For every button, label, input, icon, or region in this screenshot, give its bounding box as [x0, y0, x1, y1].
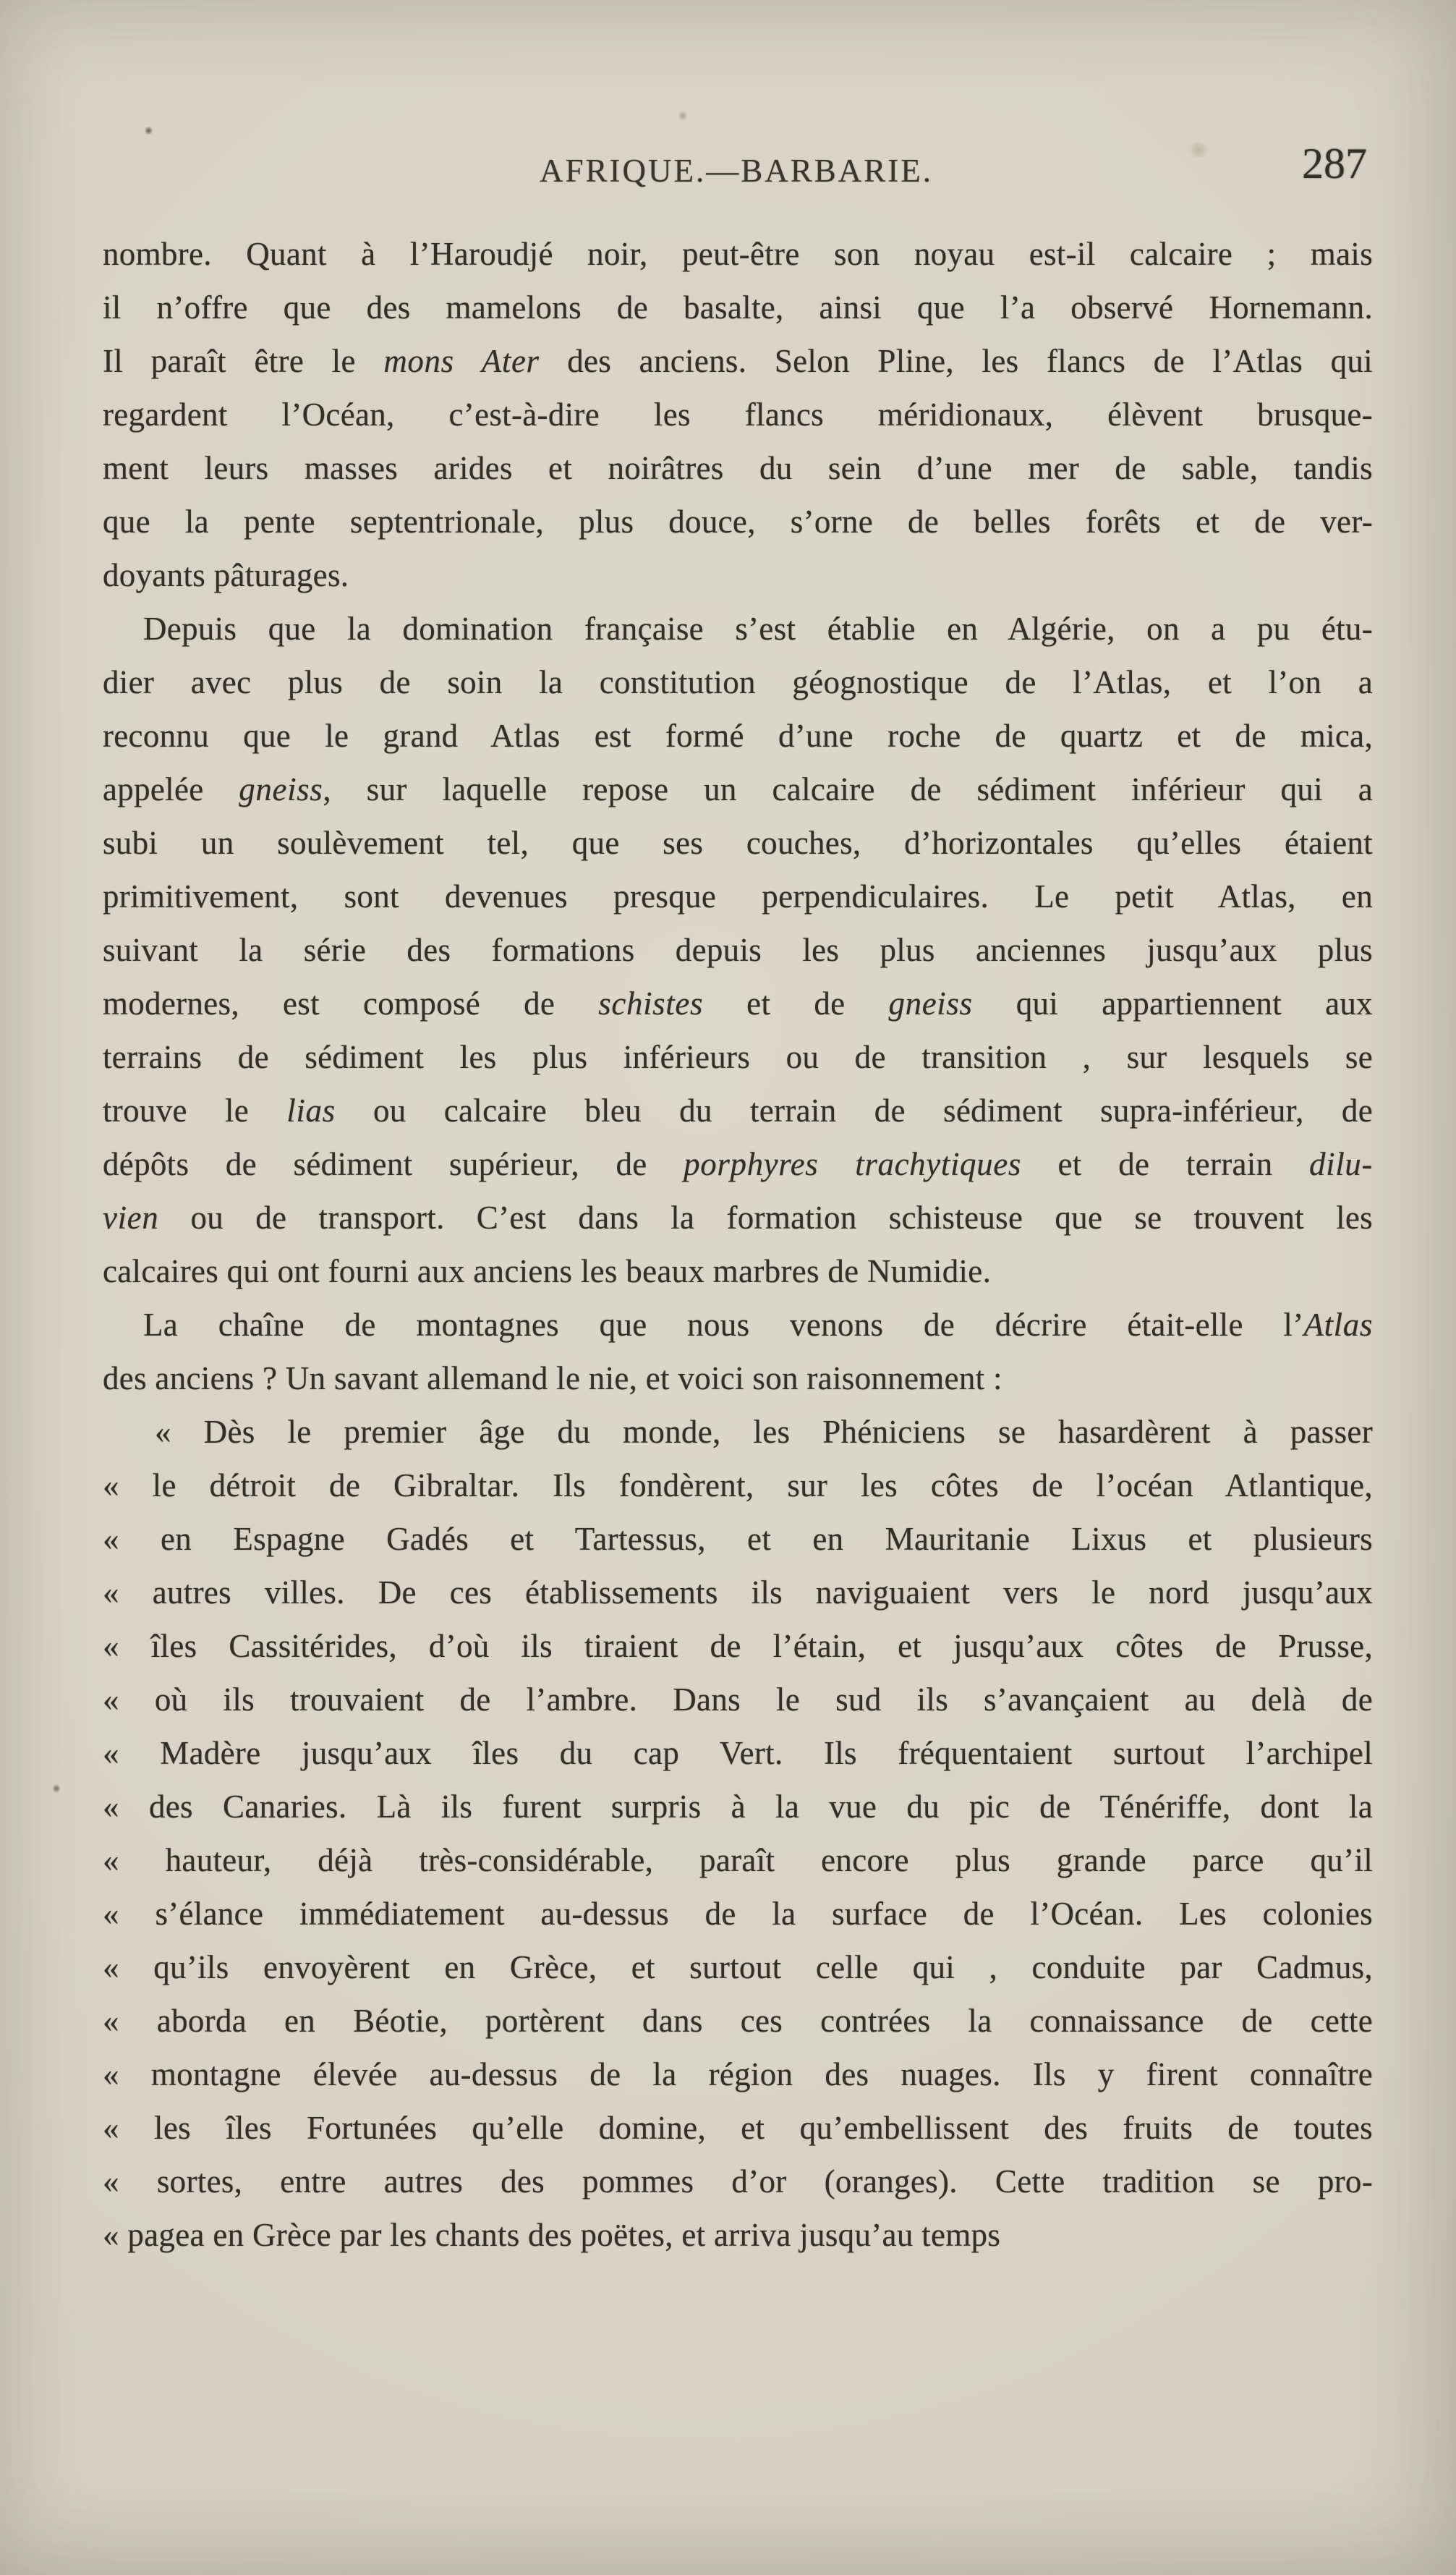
text-line [103, 709, 1373, 763]
running-title: AFRIQUE.—BARBARIE. [539, 153, 934, 189]
text-run: « îles Cassitérides, d’où ils tiraient de l’étain, et jusqu’aux côtes de Prusse, [103, 1628, 1373, 1664]
italic-text: gneiss [888, 985, 973, 1022]
text-run: « Dès le premier âge du monde, les Phéniciens se hasardèrent à passer [155, 1414, 1373, 1450]
text-line [103, 281, 1373, 334]
text-run: regardent l’Océan, c’est-à-dire les flancs méridionaux, élèvent brusque- [103, 396, 1373, 433]
text-line [103, 1405, 1373, 1459]
text-line [103, 1244, 1373, 1298]
running-head [103, 139, 1370, 197]
paragraph [103, 227, 1373, 602]
text-run: des anciens ? Un savant allemand le nie, et voici son raisonnement : [103, 1360, 1002, 1396]
italic-text: schistes [598, 985, 704, 1022]
text-line [103, 334, 1373, 388]
text-run: « hauteur, déjà très-considérable, paraît encore plus grande parce qu’il [103, 1842, 1373, 1878]
text-line [103, 1191, 1373, 1244]
page-number: 287 [1302, 140, 1367, 187]
text-line [103, 1940, 1373, 1994]
italic-text: porphyres trachytiques [684, 1146, 1021, 1182]
italic-text: Atlas [1303, 1307, 1373, 1343]
paragraph [103, 1298, 1373, 1405]
italic-text: mons Ater [383, 343, 540, 379]
text-line [103, 1833, 1373, 1887]
text-run: « en Espagne Gadés et Tartessus, et en Mauritanie Lixus et plusieurs [103, 1521, 1373, 1557]
text-run: « Madère jusqu’aux îles du cap Vert. Ils fréquentaient surtout l’archipel [103, 1735, 1373, 1771]
paragraph [103, 602, 1373, 1298]
text-line [103, 656, 1373, 709]
quoted-passage [103, 1405, 1373, 2262]
text-run: et de [703, 985, 889, 1022]
text-line [103, 1619, 1373, 1673]
text-line [103, 2208, 1373, 2262]
text-line [103, 1780, 1373, 1833]
text-run: « aborda en Béotie, portèrent dans ces contrées la connaissance de cette [103, 2003, 1373, 2039]
text-line [103, 1459, 1373, 1512]
text-run: terrains de sédiment les plus inférieurs ou de transition , sur lesquels se [103, 1039, 1373, 1075]
text-run: ou de transport. C’est dans la formation schisteuse que se trouvent les [158, 1200, 1373, 1236]
text-run: La chaîne de montagnes que nous venons de décrire était-elle l’ [143, 1307, 1304, 1343]
text-line [103, 1298, 1373, 1352]
text-line [103, 1030, 1373, 1084]
text-line [103, 1566, 1373, 1619]
italic-text: dilu- [1309, 1146, 1373, 1182]
page-text [103, 227, 1373, 2262]
text-run: doyants pâturages. [103, 557, 349, 593]
text-line [103, 2048, 1373, 2101]
text-run: subi un soulèvement tel, que ses couches, d’horizontales qu’elles étaient [103, 825, 1373, 861]
text-run: « montagne élevée au-dessus de la région des nuages. Ils y firent connaître [103, 2056, 1373, 2092]
text-line [103, 1512, 1373, 1566]
text-run: Il paraît être le [103, 343, 384, 379]
text-line [103, 548, 1373, 602]
text-line [103, 227, 1373, 281]
text-line [103, 441, 1373, 495]
text-line [103, 2101, 1373, 2155]
text-run: « le détroit de Gibraltar. Ils fondèrent, sur les côtes de l’océan Atlantique, [103, 1467, 1373, 1503]
text-run: que la pente septentrionale, plus douce, s’orne de belles forêts et de ver- [103, 504, 1373, 540]
paper-speck [145, 126, 153, 135]
italic-text: gneiss [239, 771, 323, 807]
text-line [103, 1084, 1373, 1137]
text-run: « pagea en Grèce par les chants des poëtes, et arriva jusqu’au temps [103, 2217, 1001, 2253]
text-run: , sur laquelle repose un calcaire de sédiment inférieur qui a [323, 771, 1373, 807]
text-line [103, 870, 1373, 923]
text-line [103, 763, 1373, 816]
text-line [103, 1673, 1373, 1726]
text-run: modernes, est composé de [103, 985, 599, 1022]
text-line [103, 1352, 1373, 1405]
text-run: « sortes, entre autres des pommes d’or (oranges). Cette tradition se pro- [103, 2163, 1373, 2199]
text-run: primitivement, sont devenues presque perpendiculaires. Le petit Atlas, en [103, 878, 1373, 915]
text-line [103, 816, 1373, 870]
text-run: appelée [103, 771, 239, 807]
text-run: trouve le [103, 1093, 287, 1129]
italic-text: vien [103, 1200, 159, 1236]
text-run: « autres villes. De ces établissements ils naviguaient vers le nord jusqu’aux [103, 1574, 1373, 1611]
text-run: « s’élance immédiatement au-dessus de la surface de l’Océan. Les colonies [103, 1896, 1373, 1932]
text-run: « les îles Fortunées qu’elle domine, et qu’embellissent des fruits de toutes [103, 2110, 1373, 2146]
text-run: et de terrain [1021, 1146, 1309, 1182]
italic-text: lias [286, 1093, 336, 1129]
text-run: « où ils trouvaient de l’ambre. Dans le sud ils s’avançaient au delà de [103, 1681, 1373, 1718]
text-line [103, 1726, 1373, 1780]
text-line [103, 602, 1373, 656]
text-line [103, 1994, 1373, 2048]
text-run: nombre. Quant à l’Haroudjé noir, peut-être son noyau est-il calcaire ; mais [103, 236, 1373, 272]
text-run: Depuis que la domination française s’est établie en Algérie, on a pu étu- [143, 611, 1373, 647]
text-line [103, 977, 1373, 1030]
text-run: « qu’ils envoyèrent en Grèce, et surtout celle qui , conduite par Cadmus, [103, 1949, 1373, 1985]
text-run: suivant la série des formations depuis les plus anciennes jusqu’aux plus [103, 932, 1373, 968]
text-run: ou calcaire bleu du terrain de sédiment supra-inférieur, de [335, 1093, 1374, 1129]
text-line [103, 1137, 1373, 1191]
text-line [103, 1887, 1373, 1940]
text-run: qui appartiennent aux [972, 985, 1373, 1022]
text-run: dier avec plus de soin la constitution géognostique de l’Atlas, et l’on a [103, 664, 1373, 700]
text-line [103, 495, 1373, 548]
text-line [103, 388, 1373, 441]
text-run: calcaires qui ont fourni aux anciens les beaux marbres de Numidie. [103, 1253, 992, 1289]
text-run: « des Canaries. Là ils furent surpris à la vue du pic de Ténériffe, dont la [103, 1789, 1373, 1825]
text-line [103, 923, 1373, 977]
text-run: dépôts de sédiment supérieur, de [103, 1146, 684, 1182]
paper-speck [677, 111, 689, 120]
text-run: reconnu que le grand Atlas est formé d’une roche de quartz et de mica, [103, 718, 1373, 754]
paper-speck [52, 1784, 61, 1793]
text-run: des anciens. Selon Pline, les flancs de l’Atlas qui [539, 343, 1373, 379]
text-run: il n’offre que des mamelons de basalte, ainsi que l’a observé Hornemann. [103, 289, 1373, 326]
text-line [103, 2155, 1373, 2208]
text-run: ment leurs masses arides et noirâtres du sein d’une mer de sable, tandis [103, 450, 1373, 486]
